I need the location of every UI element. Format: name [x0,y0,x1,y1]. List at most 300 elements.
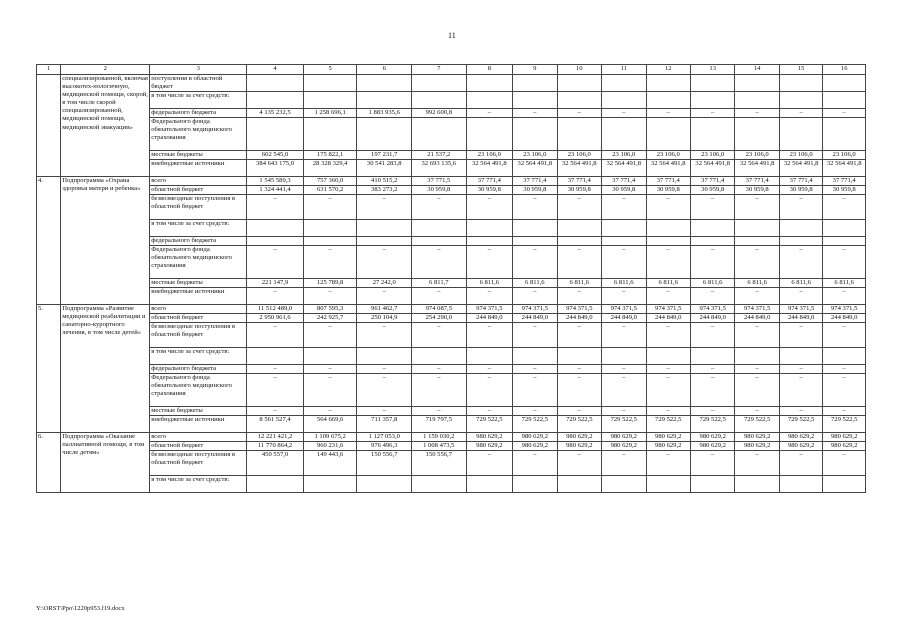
amount-cell: 6 811,6 [779,278,822,287]
amount-cell: – [412,373,467,406]
amount-cell: – [646,373,690,406]
row-number: 5. [37,304,61,432]
column-number: 9 [513,65,557,75]
amount-cell: 197 231,7 [357,151,412,160]
amount-cell: – [466,195,513,220]
amount-cell: 974 371,5 [690,304,734,313]
page-number: 11 [448,31,456,40]
funding-source-label: Федерального фонда обязательного медицинского страхования [150,373,247,406]
amount-cell: – [602,373,646,406]
amount-cell [735,75,779,92]
amount-cell: – [557,450,601,475]
amount-cell: – [646,245,690,278]
amount-cell [823,75,866,92]
column-number: 8 [466,65,513,75]
amount-cell [823,236,866,245]
amount-cell: – [735,288,779,305]
amount-cell: 254 290,0 [412,313,467,322]
amount-cell: 631 570,2 [303,186,357,195]
amount-cell: 32 564 491,8 [779,160,822,177]
amount-cell [357,347,412,364]
amount-cell [602,92,646,109]
table-row [37,245,866,278]
amount-cell [357,220,412,237]
table-row [37,278,866,287]
column-number: 16 [823,65,866,75]
funding-source-label: в том числе за счет средств: [150,347,247,364]
amount-cell: – [779,245,822,278]
amount-cell [779,92,822,109]
amount-cell: – [690,108,734,117]
amount-cell: 602 545,0 [247,151,304,160]
amount-cell [779,236,822,245]
amount-cell: – [690,288,734,305]
amount-cell: 244 849,0 [602,313,646,322]
amount-cell: – [303,195,357,220]
amount-cell: – [646,323,690,348]
amount-cell [247,236,304,245]
amount-cell: – [466,323,513,348]
amount-cell: 729 522,5 [466,415,513,432]
amount-cell: – [557,245,601,278]
amount-cell: 1 159 030,2 [412,432,467,441]
funding-source-label: Федерального фонда обязательного медицинского страхования [150,245,247,278]
amount-cell [602,75,646,92]
amount-cell: 244 849,0 [823,313,866,322]
amount-cell: – [247,245,304,278]
amount-cell: – [466,108,513,117]
amount-cell: 980 629,2 [823,432,866,441]
amount-cell: – [513,373,557,406]
amount-cell [690,236,734,245]
amount-cell [823,118,866,151]
amount-cell: 23 106,0 [735,151,779,160]
amount-cell [690,475,734,492]
amount-cell: 30 959,8 [735,186,779,195]
table-row [37,432,866,441]
amount-cell [779,220,822,237]
amount-cell: 410 515,2 [357,176,412,185]
amount-cell: 980 629,2 [557,432,601,441]
column-number: 12 [646,65,690,75]
amount-cell: – [602,323,646,348]
amount-cell [513,75,557,92]
funding-source-label: всего [150,304,247,313]
amount-cell: – [513,450,557,475]
funding-source-label: федерального бюджета [150,236,247,245]
amount-cell: – [779,364,822,373]
amount-cell [557,92,601,109]
amount-cell: – [357,406,412,415]
amount-cell [513,347,557,364]
amount-cell: 37 771,5 [412,176,467,185]
amount-cell: – [779,288,822,305]
amount-cell: – [735,364,779,373]
amount-cell: 974 371,5 [602,304,646,313]
amount-cell [357,92,412,109]
amount-cell: 28 328 329,4 [303,160,357,177]
amount-cell [557,475,601,492]
amount-cell: 32 564 491,8 [557,160,601,177]
amount-cell [646,236,690,245]
amount-cell: 729 522,5 [735,415,779,432]
amount-cell: 6 811,6 [557,278,601,287]
amount-cell: – [303,406,357,415]
table-row [37,450,866,475]
amount-cell: 729 522,5 [823,415,866,432]
amount-cell: 23 106,0 [646,151,690,160]
amount-cell: – [247,323,304,348]
amount-cell: – [466,364,513,373]
amount-cell [557,118,601,151]
table-row [37,151,866,160]
table-row [37,406,866,415]
amount-cell: 244 849,0 [735,313,779,322]
funding-source-label: внебюджетные источники [150,415,247,432]
amount-cell: 23 106,0 [466,151,513,160]
amount-cell: – [357,364,412,373]
amount-cell [513,118,557,151]
amount-cell: 30 959,8 [412,186,467,195]
amount-cell: – [602,450,646,475]
amount-cell: – [247,364,304,373]
amount-cell: 244 849,0 [779,313,822,322]
amount-cell: 6 811,6 [690,278,734,287]
amount-cell: – [646,364,690,373]
amount-cell: – [779,108,822,117]
amount-cell: – [557,406,601,415]
amount-cell [513,220,557,237]
amount-cell: 961 462,7 [357,304,412,313]
amount-cell: 175 822,1 [303,151,357,160]
amount-cell: – [357,195,412,220]
amount-cell: 30 959,8 [513,186,557,195]
amount-cell: 37 771,4 [646,176,690,185]
amount-cell: 2 950 961,6 [247,313,304,322]
amount-cell: 974 371,5 [557,304,601,313]
amount-cell: 8 561 527,4 [247,415,304,432]
amount-cell: – [357,288,412,305]
amount-cell: 37 771,4 [823,176,866,185]
amount-cell: – [602,406,646,415]
amount-cell: 980 629,2 [735,441,779,450]
amount-cell: 37 771,4 [602,176,646,185]
amount-cell: 992 600,8 [412,108,467,117]
amount-cell [412,220,467,237]
amount-cell: 244 849,0 [690,313,734,322]
amount-cell [303,92,357,109]
amount-cell: – [735,450,779,475]
funding-source-label: федерального бюджета [150,108,247,117]
program-name: Подпрограмма «Оказание паллиативной помощи, в том числе детям» [61,432,150,492]
amount-cell: – [823,406,866,415]
amount-cell: – [357,373,412,406]
amount-cell: 711 357,8 [357,415,412,432]
funding-source-label: Федерального фонда обязательного медицинского страхования [150,118,247,151]
amount-cell: 974 371,5 [823,304,866,313]
funding-source-label: безвозмездные поступления в областной бюджет [150,195,247,220]
amount-cell: 974 371,5 [735,304,779,313]
amount-cell: 125 789,8 [303,278,357,287]
amount-cell: 6 811,6 [735,278,779,287]
amount-cell: – [466,373,513,406]
funding-source-label: областной бюджет [150,313,247,322]
amount-cell: 30 959,8 [466,186,513,195]
table-row [37,364,866,373]
amount-cell: – [735,406,779,415]
amount-cell: 6 811,6 [513,278,557,287]
amount-cell: 980 629,2 [690,432,734,441]
table-row [37,75,866,92]
amount-cell: – [735,323,779,348]
amount-cell: 32 564 491,8 [823,160,866,177]
amount-cell: 250 104,9 [357,313,412,322]
amount-cell: 980 629,2 [466,441,513,450]
amount-cell: – [823,108,866,117]
amount-cell: 37 771,4 [779,176,822,185]
amount-cell: 807 595,3 [303,304,357,313]
amount-cell [602,236,646,245]
amount-cell: 1 324 441,4 [247,186,304,195]
row-number: 6. [37,432,61,492]
amount-cell [303,236,357,245]
amount-cell: – [466,450,513,475]
amount-cell: 37 771,4 [690,176,734,185]
amount-cell [823,475,866,492]
funding-source-label: местные бюджеты [150,151,247,160]
amount-cell: – [646,450,690,475]
amount-cell [466,220,513,237]
amount-cell: – [412,245,467,278]
column-number: 14 [735,65,779,75]
amount-cell: – [466,288,513,305]
amount-cell: – [602,245,646,278]
amount-cell: 960 231,6 [303,441,357,450]
amount-cell [602,347,646,364]
amount-cell: 30 959,8 [602,186,646,195]
column-number: 1 [37,65,61,75]
amount-cell: 32 564 491,8 [466,160,513,177]
amount-cell: – [823,195,866,220]
amount-cell: 37 771,4 [466,176,513,185]
table-row [37,415,866,432]
funding-source-label: федерального бюджета [150,364,247,373]
program-name: специализированной, включая высокотех-нологичную, медицинской помощи, скорой, в том числе скорой специализированной, медицинской помощи, медицинской эвакуации» [61,75,150,177]
amount-cell: 23 106,0 [690,151,734,160]
amount-cell [735,236,779,245]
table-row [37,160,866,177]
amount-cell: – [646,108,690,117]
amount-cell: – [412,323,467,348]
column-number-row [37,65,866,75]
amount-cell: 1 127 053,0 [357,432,412,441]
column-number: 10 [557,65,601,75]
amount-cell: – [247,406,304,415]
budget-table [36,64,866,493]
amount-cell: – [823,245,866,278]
amount-cell: 980 629,2 [779,432,822,441]
amount-cell [735,118,779,151]
funding-source-label: всего [150,176,247,185]
amount-cell: 1 883 935,6 [357,108,412,117]
amount-cell [646,475,690,492]
amount-cell: – [466,406,513,415]
amount-cell: – [412,195,467,220]
amount-cell: 980 629,2 [690,441,734,450]
amount-cell [690,220,734,237]
amount-cell [247,347,304,364]
amount-cell: – [247,288,304,305]
footer-file-path: Y:\ORST\Ppo\1220p953.f19.docx [36,605,125,612]
amount-cell: – [557,108,601,117]
amount-cell: 1 258 696,1 [303,108,357,117]
amount-cell: 242 925,7 [303,313,357,322]
amount-cell [466,347,513,364]
amount-cell [646,347,690,364]
amount-cell: 6 811,6 [646,278,690,287]
amount-cell [602,220,646,237]
amount-cell: 974 371,5 [646,304,690,313]
amount-cell: – [602,195,646,220]
amount-cell [303,220,357,237]
amount-cell: 980 629,2 [557,441,601,450]
amount-cell [357,475,412,492]
amount-cell: 974 371,5 [466,304,513,313]
amount-cell [646,75,690,92]
funding-source-label: областной бюджет [150,186,247,195]
funding-source-label: местные бюджеты [150,278,247,287]
amount-cell [412,92,467,109]
table-row [37,475,866,492]
amount-cell [823,92,866,109]
amount-cell: – [513,406,557,415]
amount-cell: 23 106,0 [557,151,601,160]
amount-cell: 976 496,3 [357,441,412,450]
amount-cell [247,220,304,237]
funding-source-label: безвозмездные поступления в областной бюджет [150,323,247,348]
table-row [37,304,866,313]
amount-cell: 1 008 473,5 [412,441,467,450]
amount-cell [823,220,866,237]
amount-cell: – [412,364,467,373]
amount-cell: – [513,288,557,305]
amount-cell: – [412,288,467,305]
amount-cell: – [602,108,646,117]
column-number: 6 [357,65,412,75]
amount-cell [557,236,601,245]
amount-cell: – [513,364,557,373]
funding-source-label: внебюджетные источники [150,160,247,177]
amount-cell: 23 106,0 [823,151,866,160]
amount-cell: – [247,195,304,220]
amount-cell: – [513,108,557,117]
amount-cell: – [303,364,357,373]
amount-cell: 244 849,0 [466,313,513,322]
column-number: 2 [61,65,150,75]
amount-cell: – [602,364,646,373]
amount-cell: – [247,373,304,406]
amount-cell: 974 371,5 [513,304,557,313]
table-row [37,108,866,117]
funding-source-label: в том числе за счет средств: [150,92,247,109]
amount-cell [412,347,467,364]
amount-cell [735,220,779,237]
table-row [37,195,866,220]
amount-cell: – [735,108,779,117]
amount-cell: 32 564 491,8 [513,160,557,177]
amount-cell [779,118,822,151]
amount-cell: 729 522,5 [690,415,734,432]
amount-cell: – [303,245,357,278]
column-number: 3 [150,65,247,75]
amount-cell: 980 629,2 [602,432,646,441]
amount-cell: – [357,323,412,348]
amount-cell [247,75,304,92]
column-number: 11 [602,65,646,75]
amount-cell: 27 242,0 [357,278,412,287]
amount-cell: – [557,373,601,406]
amount-cell [557,220,601,237]
amount-cell: – [557,288,601,305]
amount-cell [557,347,601,364]
table-row [37,118,866,151]
amount-cell: – [735,245,779,278]
table-row [37,347,866,364]
amount-cell [247,475,304,492]
amount-cell: – [557,364,601,373]
amount-cell: 564 669,6 [303,415,357,432]
amount-cell: – [602,288,646,305]
amount-cell [412,118,467,151]
amount-cell [466,75,513,92]
amount-cell: 6 811,7 [412,278,467,287]
amount-cell: – [779,323,822,348]
amount-cell: – [823,323,866,348]
amount-cell: – [557,195,601,220]
amount-cell: 30 959,8 [779,186,822,195]
amount-cell [779,347,822,364]
amount-cell: – [779,195,822,220]
row-number: 4. [37,176,61,304]
amount-cell [735,475,779,492]
amount-cell: 383 273,2 [357,186,412,195]
amount-cell [357,118,412,151]
amount-cell: 23 106,0 [602,151,646,160]
amount-cell: – [779,406,822,415]
amount-cell: 150 556,7 [412,450,467,475]
column-number: 15 [779,65,822,75]
amount-cell: 30 959,8 [557,186,601,195]
amount-cell: 30 959,8 [646,186,690,195]
amount-cell: 12 221 421,2 [247,432,304,441]
amount-cell: 729 522,5 [779,415,822,432]
amount-cell: – [557,323,601,348]
amount-cell [690,118,734,151]
amount-cell: 149 443,6 [303,450,357,475]
amount-cell: 980 629,2 [779,441,822,450]
amount-cell: 980 629,2 [735,432,779,441]
amount-cell [247,92,304,109]
amount-cell [735,347,779,364]
amount-cell: 37 771,4 [735,176,779,185]
amount-cell: 150 556,7 [357,450,412,475]
funding-source-label: всего [150,432,247,441]
budget-table-body [37,65,866,493]
table-row [37,92,866,109]
amount-cell [412,475,467,492]
amount-cell: – [690,450,734,475]
amount-cell [646,92,690,109]
